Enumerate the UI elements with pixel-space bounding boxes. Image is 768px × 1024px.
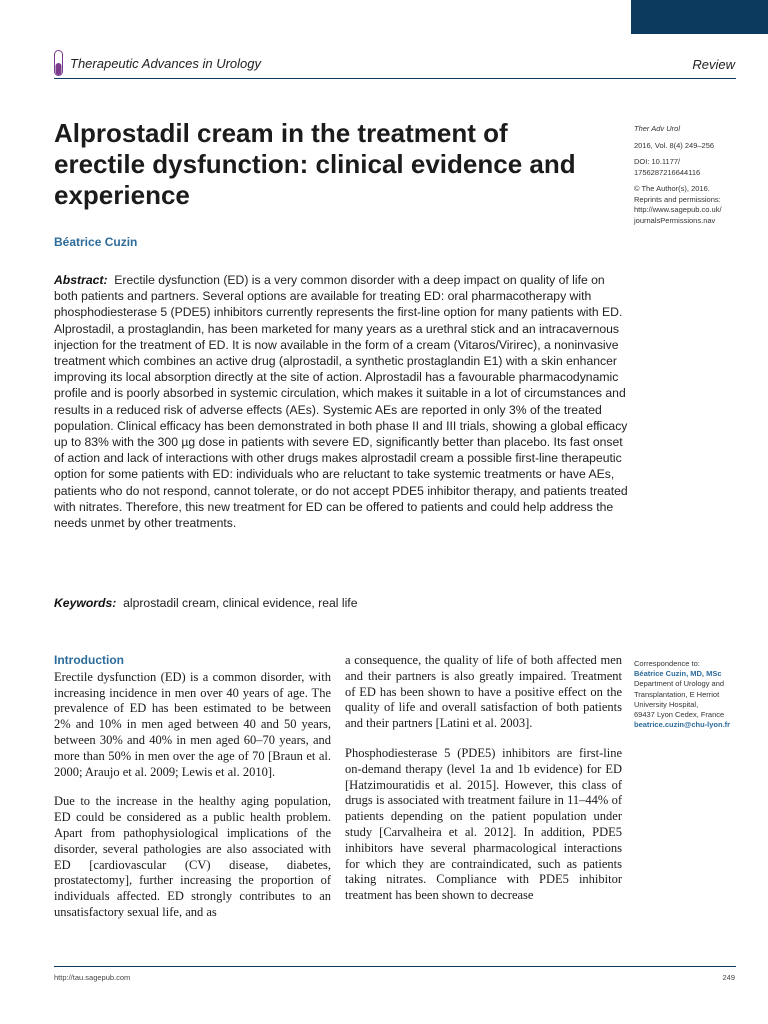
article-title: Alprostadil cream in the treatment of erectile dysfunction: clinical evidence and experience	[54, 118, 576, 210]
correspondence-address-3: University Hospital,	[634, 699, 699, 709]
correspondence-block	[634, 659, 764, 730]
author-name: Béatrice Cuzin	[54, 235, 138, 249]
correspondence-name: Béatrice Cuzin, MD, MSc	[634, 669, 722, 679]
reprints-label: Reprints and permissions:	[634, 194, 721, 204]
journal-name[interactable]: Therapeutic Advances in Urology	[70, 56, 262, 71]
abstract-text: Erectile dysfunction (ED) is a very common disorder with a deep impact on quality of life on both patients and partners. Several options are available for treating ED: oral pharmacotherapy with phosphodiesterase 5 (PDE5) inhibitors currently represents the first-line option for many patients with ED. Alprostadil, a prostaglandin, has been marketed for many years as a urethral stick and an intracavernous injection for the treatment of ED. It is now available in the form of a cream (Vitaros/Virirec), a noninvasive treatment which combines an active drug (alprostadil, a synthetic prostaglandin E1) with a skin enhancer improving its local absorption directly at the site of action. Alprostadil has a favourable pharmacodynamic profile and is poorly absorbed in systemic circulation, which makes it suitable in a lot of circumstances and results in a reduced risk of adverse effects (AEs). Systemic AEs are reported in only 3% of the treated population. Clinical efficacy has been demonstrated in both phase II and III trials, showing a global efficacy up to 83% with the 300 µg dose in patients with severe ED, significantly better than placebo. Its fast onset of action and lack of interactions with other drugs makes alprostadil cream a possible first-line therapeutic option for some patients with ED: individuals who are reluctant to take systemic treatments or have AEs, patients who do not respond, cannot tolerate, or do not accept PDE5 inhibitor therapy, and patients treated with nitrates. Therefore, this new treatment for ED can be offered to patients and could help address the needs unmet by other treatments.	[54, 273, 628, 531]
correspondence-label: Correspondence to:	[634, 659, 700, 668]
abstract	[54, 272, 628, 531]
article-meta	[634, 124, 764, 226]
volume-info: 2016, Vol. 8(4) 249–256	[634, 140, 715, 150]
reprints-link-1[interactable]: http://www.sagepub.co.uk/	[634, 205, 722, 214]
intro-paragraph-4: Phosphodiesterase 5 (PDE5) inhibitors are first-line on-demand therapy (level 1a and 1b evidence) for ED [Hatzimouratidis et al. 2015]. However, this class of drugs is associated with treatment failure in 11–44% of patients depending on the patient population under study [Carvalheira et al. 2012]. In addition, PDE5 inhibitors have several pharmacological interactions for which they are contraindicated, such as patients taking nitrates. Compliance with PDE5 inhibitor treatment has been shown to decrease	[345, 745, 622, 903]
footer-divider	[54, 966, 736, 967]
corner-color-block	[631, 0, 768, 34]
body-column-left	[54, 653, 331, 935]
page-number: 249	[722, 973, 735, 982]
journal-abbrev: Ther Adv Urol	[634, 124, 680, 133]
doi-line-2[interactable]: 1756287216644116	[634, 167, 701, 177]
copyright: © The Author(s), 2016.	[634, 184, 710, 193]
correspondence-email-link[interactable]: beatrice.cuzin@chu-lyon.fr	[634, 720, 731, 730]
doi-line-1[interactable]: DOI: 10.1177/	[634, 157, 681, 166]
keywords-text: alprostadil cream, clinical evidence, real life	[123, 596, 358, 610]
intro-paragraph-3: a consequence, the quality of life of both affected men and their partners is also greatly impaired. Treatment of ED has been shown to have a positive effect on the quality of life and overall satisfaction of both patients and their partners [Latini et al. 2003].	[345, 653, 622, 731]
intro-paragraph-2: Due to the increase in the healthy aging population, ED could be considered as a public health problem. Apart from pathophysiological implications of the disorder, several pathologies are also associated with ED [cardiovascular (CV) disease, diabetes, prostatectomy], further increasing the proportion of individuals affected. ED strongly contributes to an unsatisfactory sexual life, and as	[54, 794, 331, 919]
footer-url-link[interactable]: http://tau.sagepub.com	[54, 973, 131, 982]
intro-paragraph-1: Erectile dysfunction (ED) is a common disorder, with increasing incidence in men over 40 years of age. The prevalence of ED has been estimated to be between 2% and 10% in men aged between 40 and 50 years, between 30% and 40% in men aged 60–70 years, and more than 50% in men over the age of 70 [Braun et al. 2000; Araujo et al. 2009; Lewis et al. 2010].	[54, 669, 331, 779]
body-column-right	[345, 653, 622, 918]
reprints-link-2[interactable]: journalsPermissions.nav	[634, 215, 716, 225]
keywords	[54, 596, 357, 610]
article-type-label: Review	[692, 57, 735, 72]
introduction-heading: Introduction	[54, 653, 124, 667]
keywords-label: Keywords:	[54, 596, 117, 610]
abstract-label: Abstract:	[54, 273, 108, 287]
correspondence-address-1: Department of Urology and	[634, 679, 725, 689]
journal-logo-icon	[54, 50, 63, 76]
header-divider	[54, 78, 736, 79]
correspondence-address-2: Transplantation, E Herriot	[634, 689, 720, 699]
correspondence-address-4: 69437 Lyon Cedex, France	[634, 710, 725, 720]
